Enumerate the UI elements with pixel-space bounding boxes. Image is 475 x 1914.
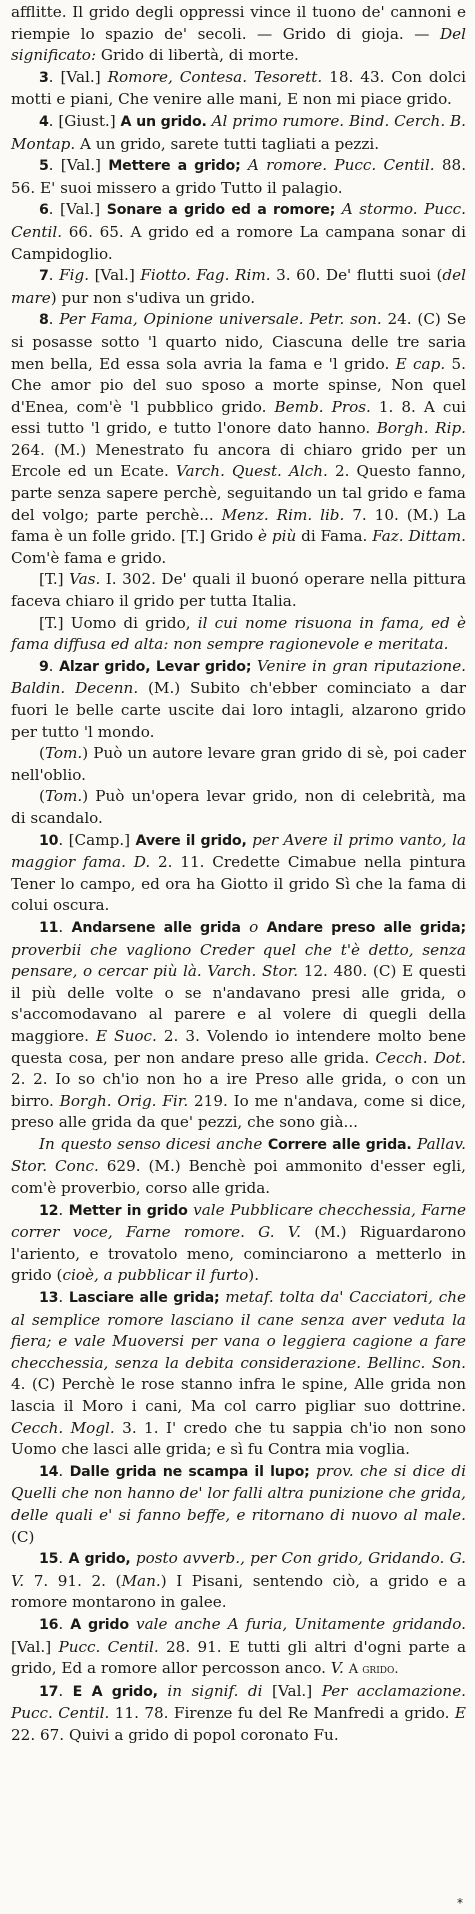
text-run: Sonare a grido ed a romore;	[106, 202, 336, 219]
text-run: .	[58, 917, 72, 936]
sense-3	[11, 67, 466, 111]
sense-11	[11, 917, 466, 1134]
text-run: Com'è fama e grido.	[11, 548, 167, 567]
text-run: .	[58, 1681, 73, 1700]
text-run: Alzar grido, Levar grido;	[59, 658, 252, 675]
text-run: Bemb. Pros.	[274, 397, 371, 416]
sense-11-note-correre	[11, 1134, 466, 1200]
text-run: 16	[39, 1616, 59, 1633]
text-run: .	[58, 1200, 69, 1219]
text-run: 4. (C) Perchè le rose stanno infra le spine, Alle grida non lascia il Moro i cani, Ma col carro pigliar suo dottrine.	[11, 1375, 466, 1415]
text-run: è più	[258, 527, 297, 546]
text-run: A grido.	[348, 1662, 399, 1678]
text-run: 11. 78. Firenze fu del Re Manfredi a grido.	[109, 1704, 455, 1723]
text-run	[129, 1615, 136, 1633]
sense-17	[11, 1681, 466, 1747]
text-run: (C)	[11, 1527, 35, 1546]
text-run: 2. Questo fanno, parte senza sapere perchè, seguitando un tal grido e fama del volgo; parte perchè...	[11, 462, 467, 524]
text-run: Metter in grido	[68, 1202, 188, 1219]
text-run: ) Può un autore levare gran grido di sè, poi cader nell'oblio.	[11, 744, 466, 784]
text-run: Grido di libertà, di morte.	[96, 46, 299, 65]
text-run: .	[58, 1549, 69, 1568]
text-run: 264. (M.) Menestrato fu ancora di chiaro grido per un Ercole ed un Ecate.	[11, 440, 466, 481]
text-run: Fiotto. Fag. Rim.	[140, 266, 271, 285]
sense-9	[11, 656, 466, 743]
text-run	[241, 918, 249, 936]
text-run: (	[39, 744, 45, 763]
text-run: 629. (M.) Benchè poi ammonito d'esser egli, com'è proverbio, corso alle grida.	[11, 1157, 466, 1198]
text-run: Tom.	[44, 744, 83, 763]
sense-8-note-uomo	[11, 613, 466, 656]
text-run: posto avverb., per Con grido, Gridando. G. V.	[11, 1549, 467, 1590]
text-run	[158, 1682, 168, 1700]
text-run: Fig.	[59, 266, 90, 285]
text-run	[247, 68, 254, 86]
text-run: . [Giust.]	[48, 111, 121, 130]
text-run: 9	[39, 658, 49, 675]
text-run: 28. 91. E tutti gli altri d'ogni parte a grido, Ed a romore allor percosson anco.	[11, 1637, 467, 1678]
entry-column	[11, 2, 466, 1747]
text-run: [Val.]	[262, 1681, 322, 1700]
text-run: 12	[39, 1202, 59, 1219]
text-run: Mettere a grido;	[108, 158, 241, 175]
sense-9-note-autore	[11, 743, 466, 786]
text-run: o	[249, 917, 259, 936]
text-run: A grido,	[68, 1551, 131, 1568]
text-run: 2. 11. Credette Cimabue nella pintura Tener lo campo, ed ora ha Giotto il grido Sì che la fama di colui oscura.	[11, 853, 466, 915]
text-run: Venire in gran riputazione. Baldin. Decenn.	[11, 656, 467, 698]
text-run: 88. 56. E' suoi missero a grido Tutto il palagio.	[11, 156, 467, 197]
text-run: 5. Che amor pio del suo sposo a morte spinse, Non quel d'Enea, com'è 'l pubblico grido.	[11, 354, 466, 416]
text-run: cioè, a pubblicar il furto	[62, 1266, 249, 1285]
text-run: 4	[39, 113, 49, 130]
text-run: di Fama.	[296, 527, 373, 546]
text-run: .	[48, 310, 60, 329]
text-run: E A grido,	[72, 1683, 158, 1700]
text-run: per Avere il primo vanto, la maggior fama. D.	[11, 830, 466, 872]
text-run: Menz. Rim. lib.	[221, 505, 345, 524]
text-run: Pucc. Centil.	[58, 1637, 159, 1656]
text-run: A stormo. Pucc. Centil.	[11, 200, 466, 241]
text-run: E cap.	[395, 354, 446, 373]
text-run: [T.] Uomo di grido,	[39, 613, 198, 632]
text-run: 22. 67. Quivi a grido di popol coronato Fu.	[11, 1725, 339, 1744]
text-run: Dalle grida ne scampa il lupo;	[69, 1463, 310, 1480]
text-run: Lasciare alle grida;	[68, 1290, 220, 1307]
text-run: 3	[39, 69, 49, 86]
text-run: in signif. di	[167, 1681, 263, 1700]
sense-9-note-opera	[11, 786, 466, 829]
sense-12	[11, 1200, 466, 1287]
text-run: del mare	[11, 266, 466, 307]
text-run: 2. 3. Volendo io intendere molto bene questa cosa, per non andare preso alle grida.	[11, 1026, 466, 1067]
text-run: 24. (C) Se si posasse sotto 'l quarto nido, Ciascuna delle tre saria men bella, Ed essa sola avria la fama e 'l grido.	[11, 310, 467, 373]
sense-15	[11, 1548, 466, 1614]
text-run: 3. 60. De' flutti suoi (	[270, 266, 443, 285]
text-run: Per Fama, Opinione universale. Petr. son.	[59, 310, 382, 329]
text-run: Avere il grido,	[135, 832, 247, 849]
text-run: 15	[39, 1551, 59, 1568]
sense-5	[11, 155, 466, 199]
text-run: ) Può un'opera levar grido, non di celebrità, ma di scandalo.	[11, 787, 466, 827]
sense-13	[11, 1287, 466, 1461]
text-run: Borgh. Rip.	[376, 419, 466, 438]
text-run	[241, 156, 248, 174]
text-run: 13	[39, 1290, 59, 1307]
text-run: Faz. Dittam.	[372, 527, 466, 546]
text-run: 11	[39, 919, 59, 936]
text-run: .	[58, 1288, 69, 1307]
text-run: [T.]	[39, 570, 70, 589]
text-run: .	[48, 266, 60, 285]
text-run: Per acclamazione. Pucc. Centil.	[11, 1681, 467, 1723]
text-run: 18. 43. Con dolci motti e piani, Che venire alle mani, E non mi piace grido.	[11, 67, 467, 109]
text-run: I. 302. De' quali il buonó operare nella pittura faceva chiaro il grido per tutta Italia.	[11, 570, 467, 611]
text-run: 1. 8. A cui essi tutto 'l grido, e tutto l'onore dato hanno.	[11, 397, 467, 438]
text-run: Borgh. Orig. Fir.	[59, 1091, 189, 1110]
text-run: ).	[248, 1266, 260, 1285]
text-run: A un grido, sarete tutti tagliati a pezzi.	[75, 134, 380, 153]
text-run: .	[48, 656, 60, 675]
text-run: Romore, Contesa.	[107, 67, 248, 86]
text-run: Al primo rumore. Bind. Cerch. B. Montap.	[11, 111, 466, 153]
text-run: V.	[330, 1659, 344, 1678]
text-run: Cecch. Mogl.	[11, 1418, 115, 1437]
text-run: 6	[39, 202, 49, 219]
text-run: afflitte. Il grido degli oppressi vince il tuono de' cannoni e riempie lo spazio de' secoli. — Grido di gioja. —	[11, 3, 466, 43]
text-run: . [Val.]	[48, 67, 108, 86]
text-run: Tesorett.	[254, 67, 323, 86]
text-run: 5	[39, 158, 49, 175]
text-run: 8	[39, 312, 49, 329]
text-run: . [Camp.]	[58, 830, 136, 849]
text-run: ) pur non s'udiva un grido.	[50, 288, 256, 307]
text-run: (M.) Riguardarono l'ariento, e trovatolo meno, cominciarono a metterlo in grido (	[11, 1223, 466, 1285]
sense-16	[11, 1614, 466, 1681]
sense-8	[11, 309, 466, 569]
text-run: .	[58, 1461, 70, 1480]
entry-intro-text	[11, 2, 466, 67]
text-run: 17	[39, 1683, 59, 1700]
text-run: Pallav. Stor. Conc.	[11, 1134, 466, 1176]
text-run: 10	[39, 832, 59, 849]
text-run: Man.	[121, 1571, 161, 1590]
text-run: 12. 480. (C) E questi il più delle volte o se n'andavano presi alle grida, o s'accomodavano al parere e al volere di quegli della maggiore.	[11, 962, 466, 1045]
text-run: Cecch. Dot.	[375, 1048, 466, 1067]
text-run: proverbii che vagliono Creder quel che t'è detto, senza pensare, o cercar più là. Varch. Stor.	[11, 940, 466, 981]
text-run: A un grido.	[120, 113, 207, 130]
text-run: 3. 1. I' credo che tu sappia ch'io non sono Uomo che lasci alle grida; e sì fu Contra mia voglia.	[11, 1418, 466, 1459]
text-run: .	[58, 1614, 71, 1633]
sense-14	[11, 1461, 466, 1548]
text-run: 7. 10. (M.) La fama è un folle grido. [T.] Grido	[11, 505, 466, 546]
text-run: 14	[39, 1463, 59, 1480]
text-run: 7. 91. 2. (	[24, 1571, 122, 1590]
text-run: . [Val.]	[48, 156, 109, 175]
text-run: [Val.]	[11, 1637, 59, 1656]
sense-4	[11, 111, 466, 155]
corner-asterisk-mark: *	[457, 1896, 463, 1910]
text-run: (	[39, 787, 45, 806]
text-run: Andarsene alle grida	[71, 919, 241, 936]
text-run: 7	[39, 268, 49, 285]
text-run: Varch. Quest. Alch.	[175, 462, 328, 481]
text-run: prov. che si dice di Quelli che non hanno de' lor falli altra punizione che grida, delle quali e' si fanno beffe, e ritornano di nuovo al male.	[11, 1461, 467, 1524]
sense-6	[11, 199, 466, 265]
text-run: ) I Pisani, sentendo ciò, a grido e a romore montarono in galee.	[11, 1571, 466, 1612]
text-run: A romore. Pucc. Centil.	[247, 156, 435, 175]
text-run: A grido	[70, 1616, 129, 1633]
text-run: il cui nome risuona in fama, ed è fama diffusa ed alta: non sempre ragionevole e meritata.	[11, 613, 466, 654]
text-run: (M.) Subito ch'ebber cominciato a dar fuori le belle carte uscite dai loro intagli, alzarono grido per tutto 'l mondo.	[11, 679, 467, 741]
text-run: Correre alle grida.	[267, 1136, 412, 1153]
text-run: [Val.]	[89, 266, 141, 285]
text-run: . [Val.]	[48, 200, 107, 219]
text-run: 2. 2. Io so ch'io non ho a ire Preso alle grida, o con un birro.	[11, 1070, 466, 1110]
sense-10	[11, 830, 466, 917]
text-run: metaf. tolta da' Cacciatori, che al semplice romore lasciano il cane senza aver veduta la fiera; e vale Muoversi per vana o leggiera cagione a fare checchessia, senza la debita considerazione. Bellinc. Son.	[11, 1288, 466, 1372]
text-run: Del significato:	[11, 24, 466, 65]
text-run: 219. Io me n'andava, come si dice, preso alle grida da que' pezzi, che sono già...	[11, 1091, 467, 1132]
text-run: Tom.	[44, 787, 83, 806]
text-run: Vas.	[69, 570, 101, 589]
text-run: vale Pubblicare checchessia, Farne correr voce, Farne romore. G. V.	[11, 1200, 467, 1242]
text-run: In questo senso dicesi anche	[39, 1134, 263, 1153]
text-run: E	[454, 1704, 467, 1723]
text-run: Andare preso alle grida;	[266, 919, 467, 936]
text-run: 66. 65. A grido ed a romore La campana sonar di Campidoglio.	[11, 222, 466, 263]
text-run: vale anche A furia, Unitamente gridando.	[136, 1614, 466, 1633]
text-run: E Suoc.	[96, 1026, 157, 1045]
sense-7	[11, 265, 466, 309]
sense-8-note-vas	[11, 569, 466, 612]
text-run	[258, 918, 266, 936]
